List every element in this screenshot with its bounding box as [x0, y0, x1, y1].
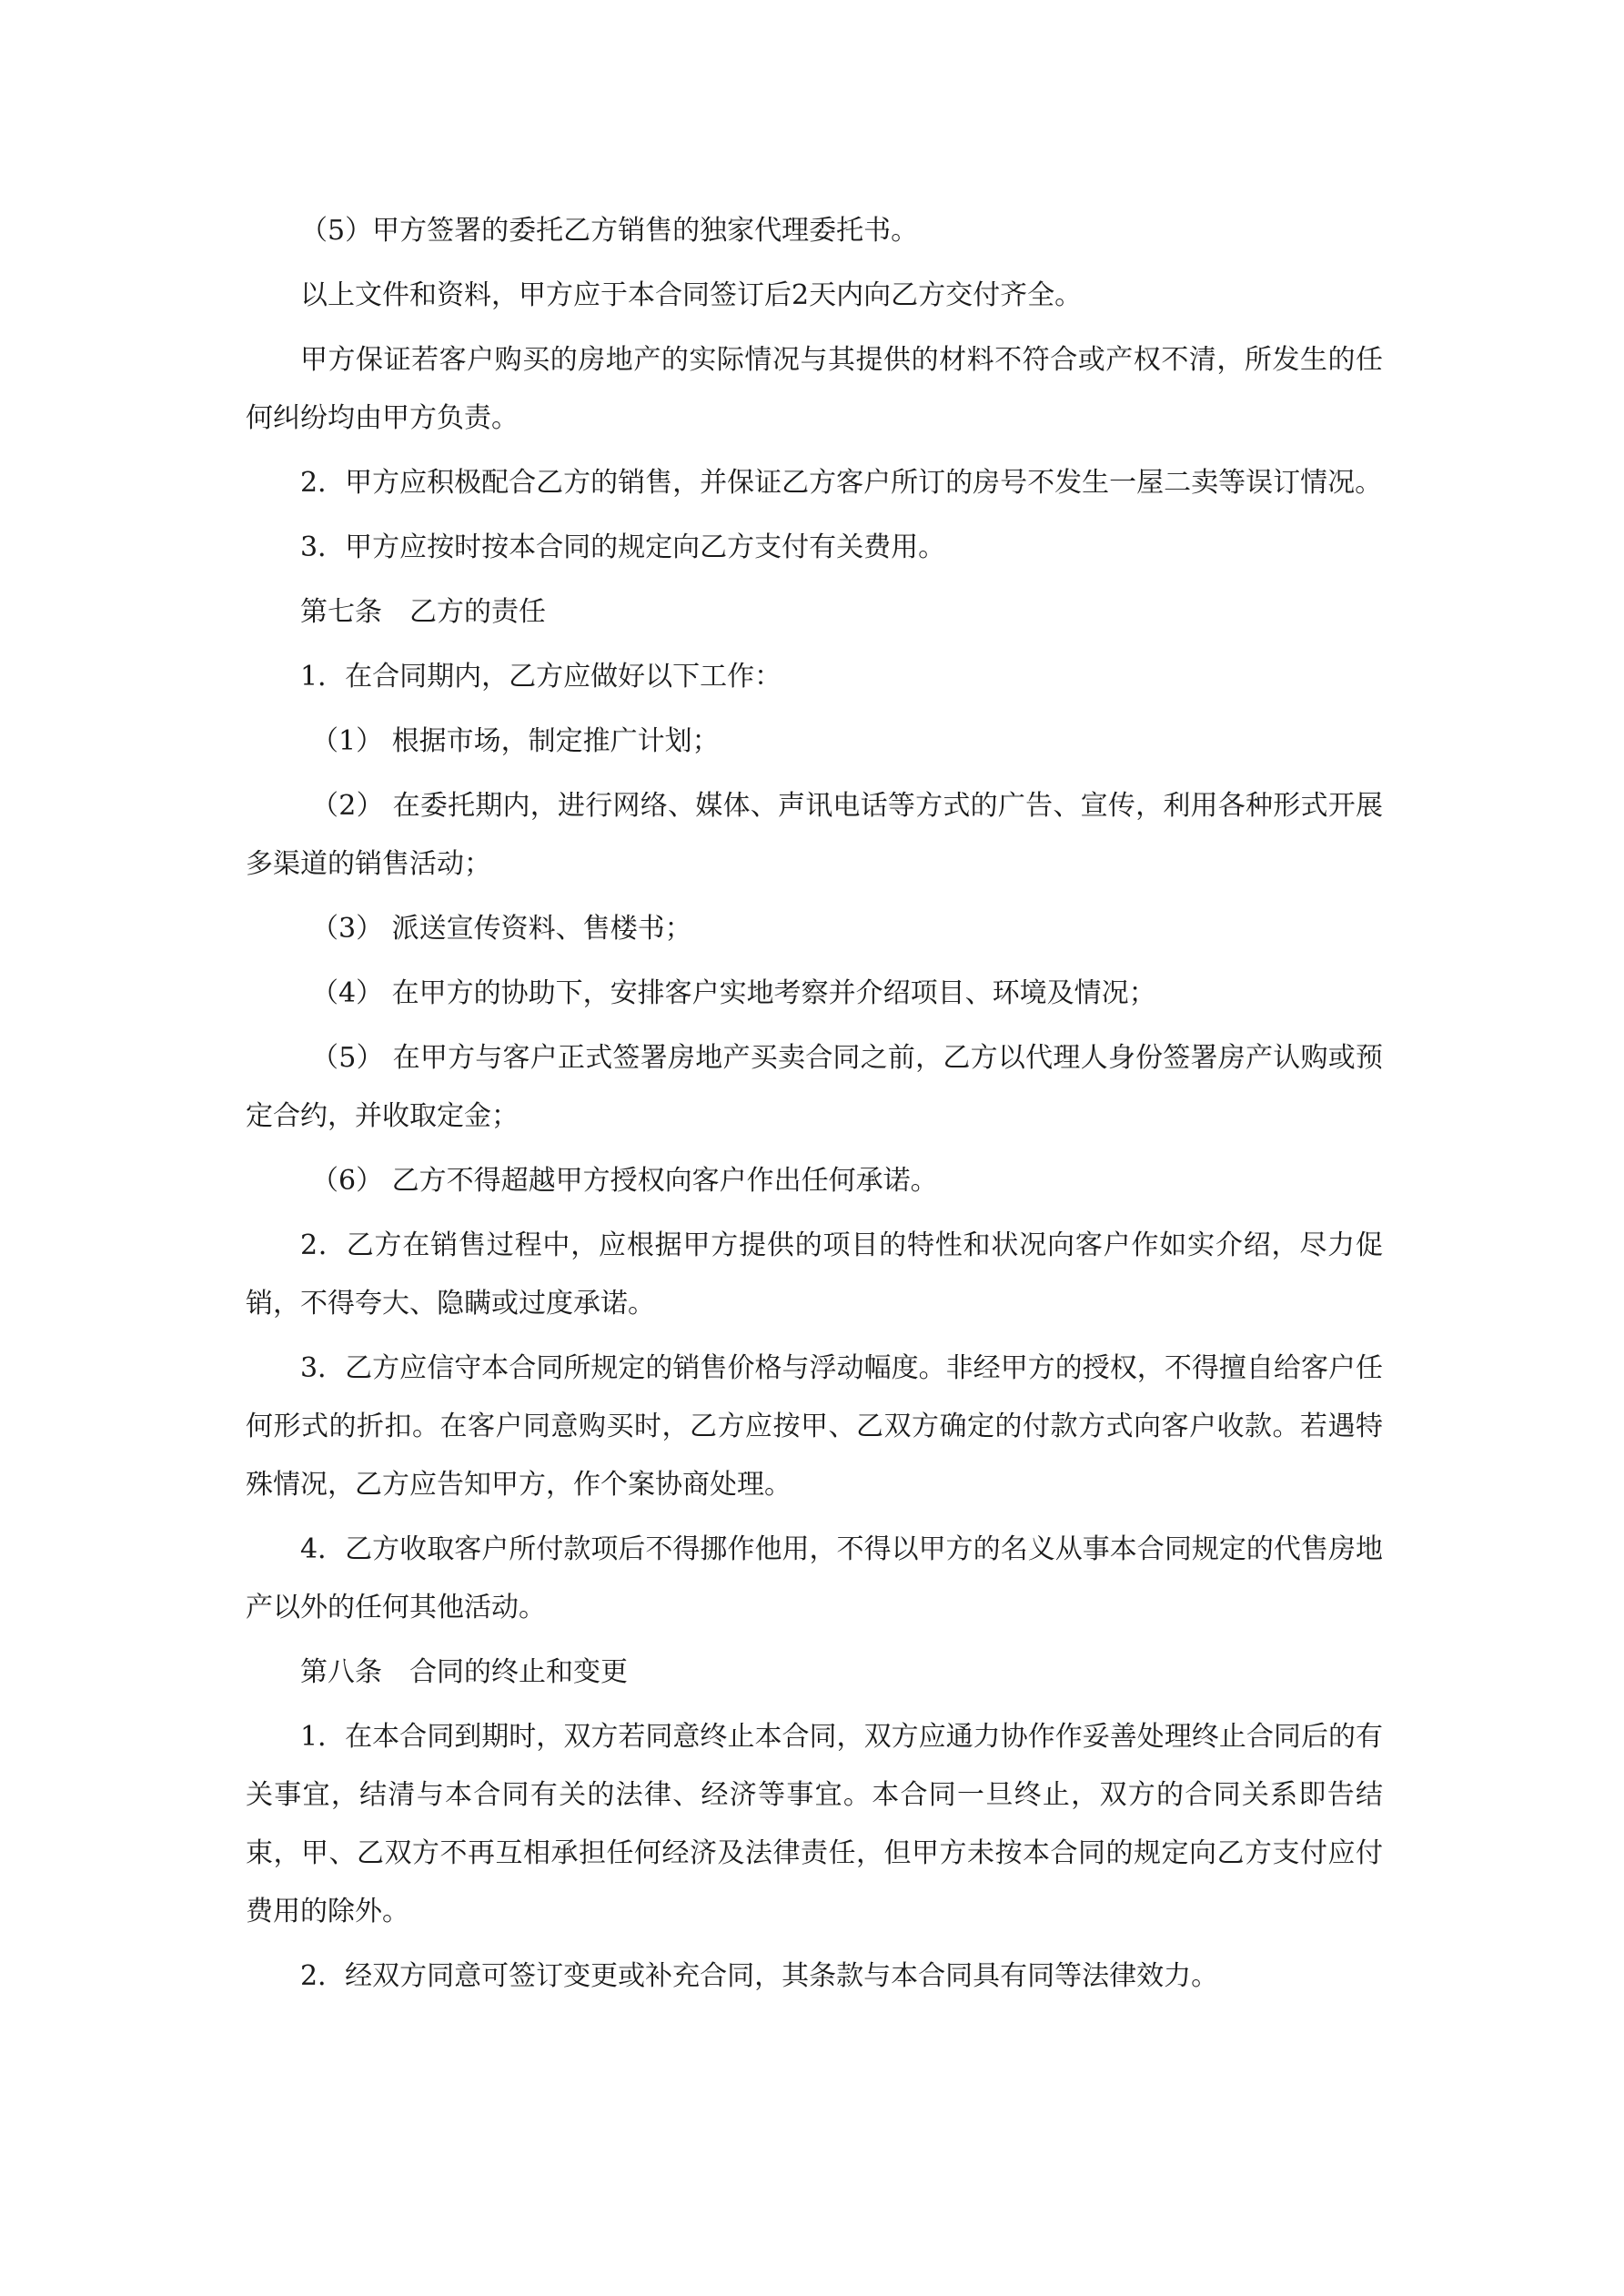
paragraph-delivery-deadline: 以上文件和资料，甲方应于本合同签订后2天内向乙方交付齐全。 [300, 279, 1083, 311]
section-heading-article-7: 第七条 乙方的责任 [300, 596, 546, 628]
list-item-5: （5） 在甲方与客户正式签署房地产买卖合同之前，乙方以代理人身份签署房产认购或预定合约，并收取定金； [246, 1042, 1383, 1132]
paragraph-party-a-duty-3: 3．甲方应按时按本合同的规定向乙方支付有关费用。 [300, 531, 946, 563]
paragraph-party-b-duty-3: 3．乙方应信守本合同所规定的销售价格与浮动幅度。非经甲方的授权，不得擅自给客户任何形式的折扣。在客户同意购买时，乙方应按甲、乙双方确定的付款方式向客户收款。若遇特殊情况，乙方应告知甲方，作个案协商处理。 [246, 1352, 1383, 1501]
list-item-1: （1） 根据市场，制定推广计划； [311, 725, 720, 757]
paragraph-delegation-letter: （5）甲方签署的委托乙方销售的独家代理委托书。 [300, 215, 919, 247]
list-item-3: （3） 派送宣传资料、售楼书； [311, 913, 692, 945]
paragraph-party-a-guarantee: 甲方保证若客户购买的房地产的实际情况与其提供的材料不符合或产权不清，所发生的任何纠纷均由甲方负责。 [246, 344, 1383, 434]
list-item-2: （2） 在委托期内，进行网络、媒体、声讯电话等方式的广告、宣传，利用各种形式开展多渠道的销售活动； [246, 790, 1383, 880]
paragraph-termination-2: 2．经双方同意可签订变更或补充合同，其条款与本合同具有同等法律效力。 [300, 1960, 1219, 1992]
list-item-6: （6） 乙方不得超越甲方授权向客户作出任何承诺。 [311, 1165, 938, 1197]
paragraph-party-b-duty-2: 2．乙方在销售过程中，应根据甲方提供的项目的特性和状况向客户作如实介绍，尽力促销，不得夸大、隐瞒或过度承诺。 [246, 1229, 1383, 1320]
list-item-4: （4） 在甲方的协助下，安排客户实地考察并介绍项目、环境及情况； [311, 977, 1156, 1009]
paragraph-party-a-duty-2: 2．甲方应积极配合乙方的销售，并保证乙方客户所订的房号不发生一屋二卖等误订情况。 [300, 467, 1383, 499]
paragraph-party-b-duty-1: 1．在合同期内，乙方应做好以下工作： [300, 661, 782, 693]
document-body [246, 202, 1383, 2012]
paragraph-termination-1: 1．在本合同到期时，双方若同意终止本合同，双方应通力协作作妥善处理终止合同后的有关事宜，结清与本合同有关的法律、经济等事宜。本合同一旦终止，双方的合同关系即告结束，甲、乙双方不再互相承担任何经济及法律责任，但甲方未按本合同的规定向乙方支付应付费用的除外。 [246, 1721, 1383, 1927]
paragraph-party-b-duty-4: 4．乙方收取客户所付款项后不得挪作他用，不得以甲方的名义从事本合同规定的代售房地产以外的任何其他活动。 [246, 1533, 1383, 1623]
section-heading-article-8: 第八条 合同的终止和变更 [300, 1656, 628, 1688]
